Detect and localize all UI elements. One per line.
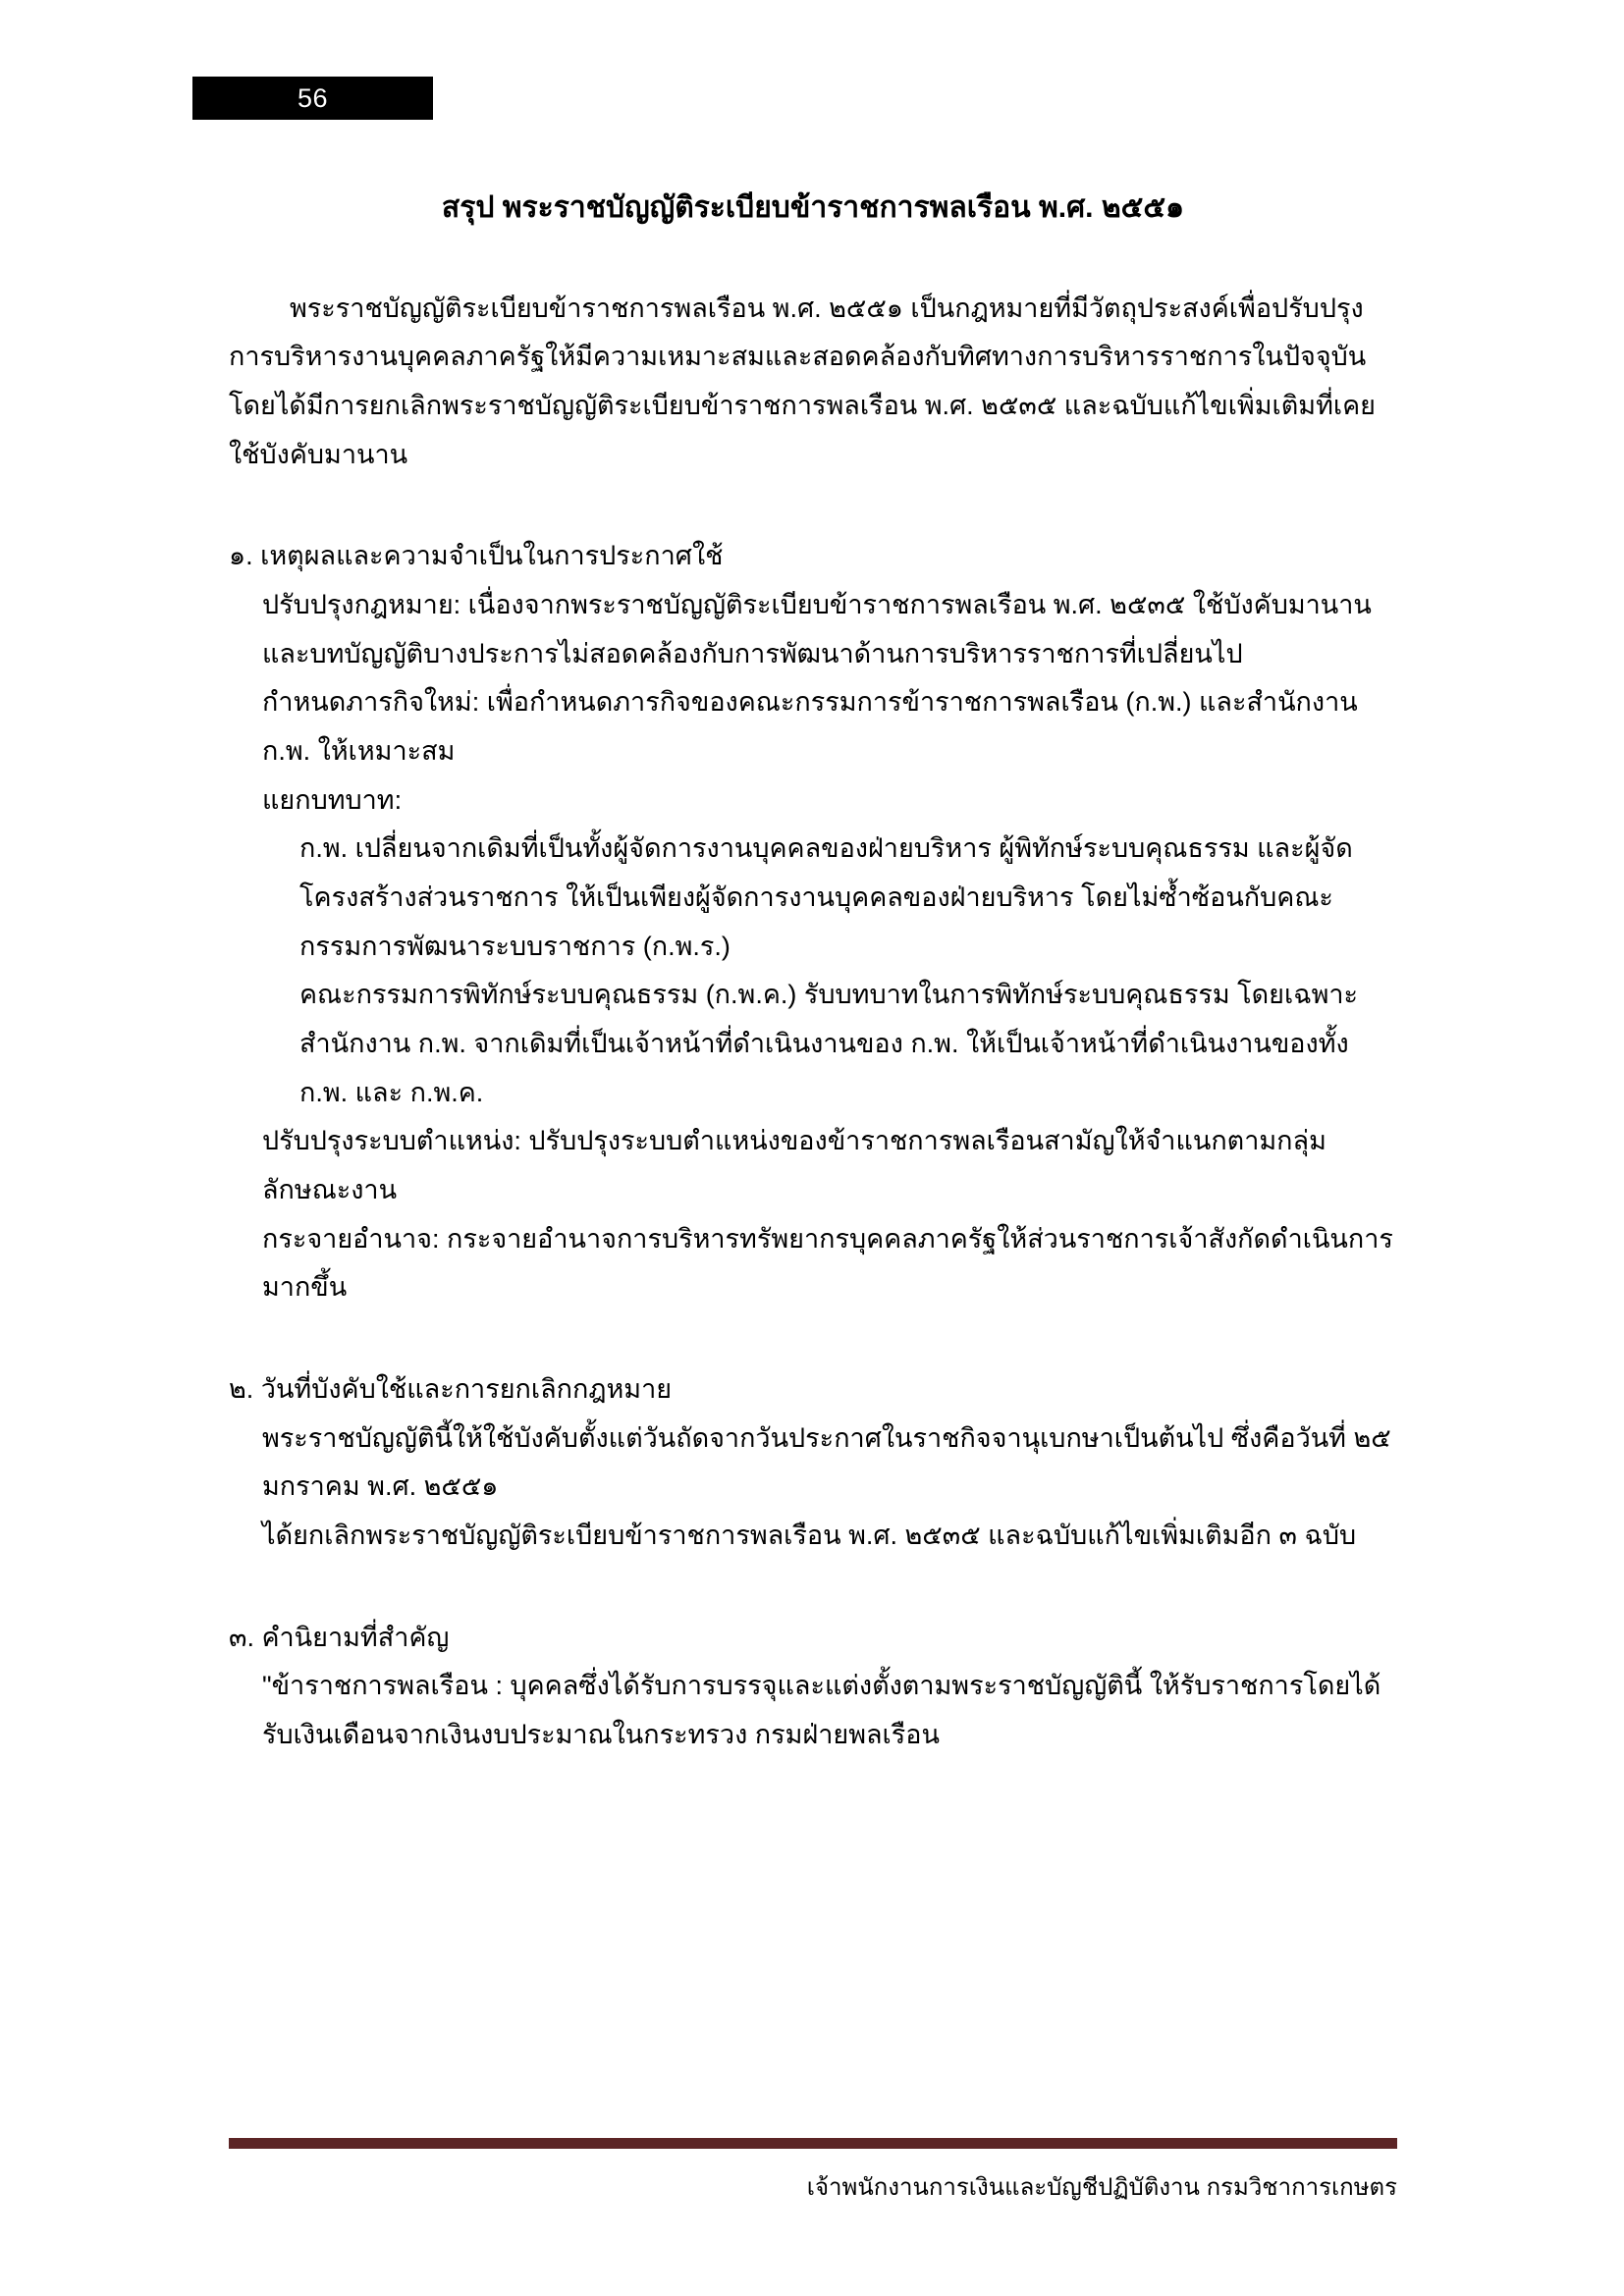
footer-divider <box>229 2138 1397 2149</box>
document-title: สรุป พระราชบัญญัติระเบียบข้าราชการพลเรือน พ.ศ. ๒๕๕๑ <box>441 191 1185 224</box>
section-3-item-0: "ข้าราชการพลเรือน : บุคคลซึ่งได้รับการบรรจุและแต่งตั้งตามพระราชบัญญัตินี้ ให้รับราชการโดยได้รับเงินเดือนจากเงินงบประมาณในกระทรวง กรมฝ่ายพลเรือน <box>262 1671 1381 1749</box>
section-1-item-3: ก.พ. เปลี่ยนจากเดิมที่เป็นทั้งผู้จัดการงานบุคคลของฝ่ายบริหาร ผู้พิทักษ์ระบบคุณธรรม และผู้จัดโครงสร้างส่วนราชการ ให้เป็นเพียงผู้จัดการงานบุคคลของฝ่ายบริหาร โดยไม่ซ้ำซ้อนกับคณะกรรมการพัฒนาระบบราชการ (ก.พ.ร.) <box>299 833 1353 961</box>
section-1-item-4: คณะกรรมการพิทักษ์ระบบคุณธรรม (ก.พ.ค.) รับบทบาทในการพิทักษ์ระบบคุณธรรม โดยเฉพาะ <box>299 980 1359 1010</box>
document-body <box>229 187 1397 1760</box>
section-1-item-7: กระจายอำนาจ: กระจายอำนาจการบริหารทรัพยากรบุคคลภาครัฐให้ส่วนราชการเจ้าสังกัดดำเนินการมากขึ้น <box>262 1223 1393 1303</box>
section-2-item-0: พระราชบัญญัตินี้ให้ใช้บังคับตั้งแต่วันถัดจากวันประกาศในราชกิจจานุเบกษาเป็นต้นไป ซึ่งคือวันที่ ๒๕ มกราคม พ.ศ. ๒๕๕๑ <box>262 1422 1391 1502</box>
page-number-badge: 56 <box>192 77 433 120</box>
section-2-item-1: ได้ยกเลิกพระราชบัญญัติระเบียบข้าราชการพลเรือน พ.ศ. ๒๕๓๕ และฉบับแก้ไขเพิ่มเติมอีก ๓ ฉบับ <box>262 1520 1357 1550</box>
section-heading-3: ๓. คำนิยามที่สำคัญ <box>229 1622 450 1652</box>
section-1-item-1: กำหนดภารกิจใหม่: เพื่อกำหนดภารกิจของคณะกรรมการข้าราชการพลเรือน (ก.พ.) และสำนักงาน ก.พ. ให้เหมาะสม <box>262 687 1358 766</box>
footer-caption: เจ้าพนักงานการเงินและบัญชีปฏิบัติงาน กรมวิชาการเกษตร <box>806 2174 1397 2201</box>
intro-paragraph: พระราชบัญญัติระเบียบข้าราชการพลเรือน พ.ศ. ๒๕๕๑ เป็นกฎหมายที่มีวัตถุประสงค์เพื่อปรับปรุงการบริหารงานบุคคลภาครัฐให้มีความเหมาะสมและสอดคล้องกับทิศทางการบริหารราชการในปัจจุบัน โดยได้มีการยกเลิกพระราชบัญญัติระเบียบข้าราชการพลเรือน พ.ศ. ๒๕๓๕ และฉบับแก้ไขเพิ่มเติมที่เคยใช้บังคับมานาน <box>229 293 1377 469</box>
section-1-item-6: ปรับปรุงระบบตำแหน่ง: ปรับปรุงระบบตำแหน่งของข้าราชการพลเรือนสามัญให้จำแนกตามกลุ่มลักษณะงาน <box>262 1126 1326 1204</box>
page-footer <box>229 2138 1397 2206</box>
section-1-item-5: สำนักงาน ก.พ. จากเดิมที่เป็นเจ้าหน้าที่ดำเนินงานของ ก.พ. ให้เป็นเจ้าหน้าที่ดำเนินงานของทั้ง ก.พ. และ ก.พ.ค. <box>299 1028 1349 1107</box>
section-1-item-2: แยกบทบาท: <box>262 784 403 815</box>
spacer <box>229 1561 1397 1614</box>
spacer <box>229 479 1397 532</box>
section-heading-2: ๒. วันที่บังคับใช้และการยกเลิกกฎหมาย <box>229 1373 673 1404</box>
section-heading-1: ๑. เหตุผลและความจำเป็นในการประกาศใช้ <box>229 541 724 571</box>
spacer <box>229 1312 1397 1365</box>
section-1-item-0: ปรับปรุงกฎหมาย: เนื่องจากพระราชบัญญัติระเบียบข้าราชการพลเรือน พ.ศ. ๒๕๓๕ ใช้บังคับมานานและบทบัญญัติบางประการไม่สอดคล้องกับการพัฒนาด้านการบริหารราชการที่เปลี่ยนไป <box>262 589 1372 668</box>
